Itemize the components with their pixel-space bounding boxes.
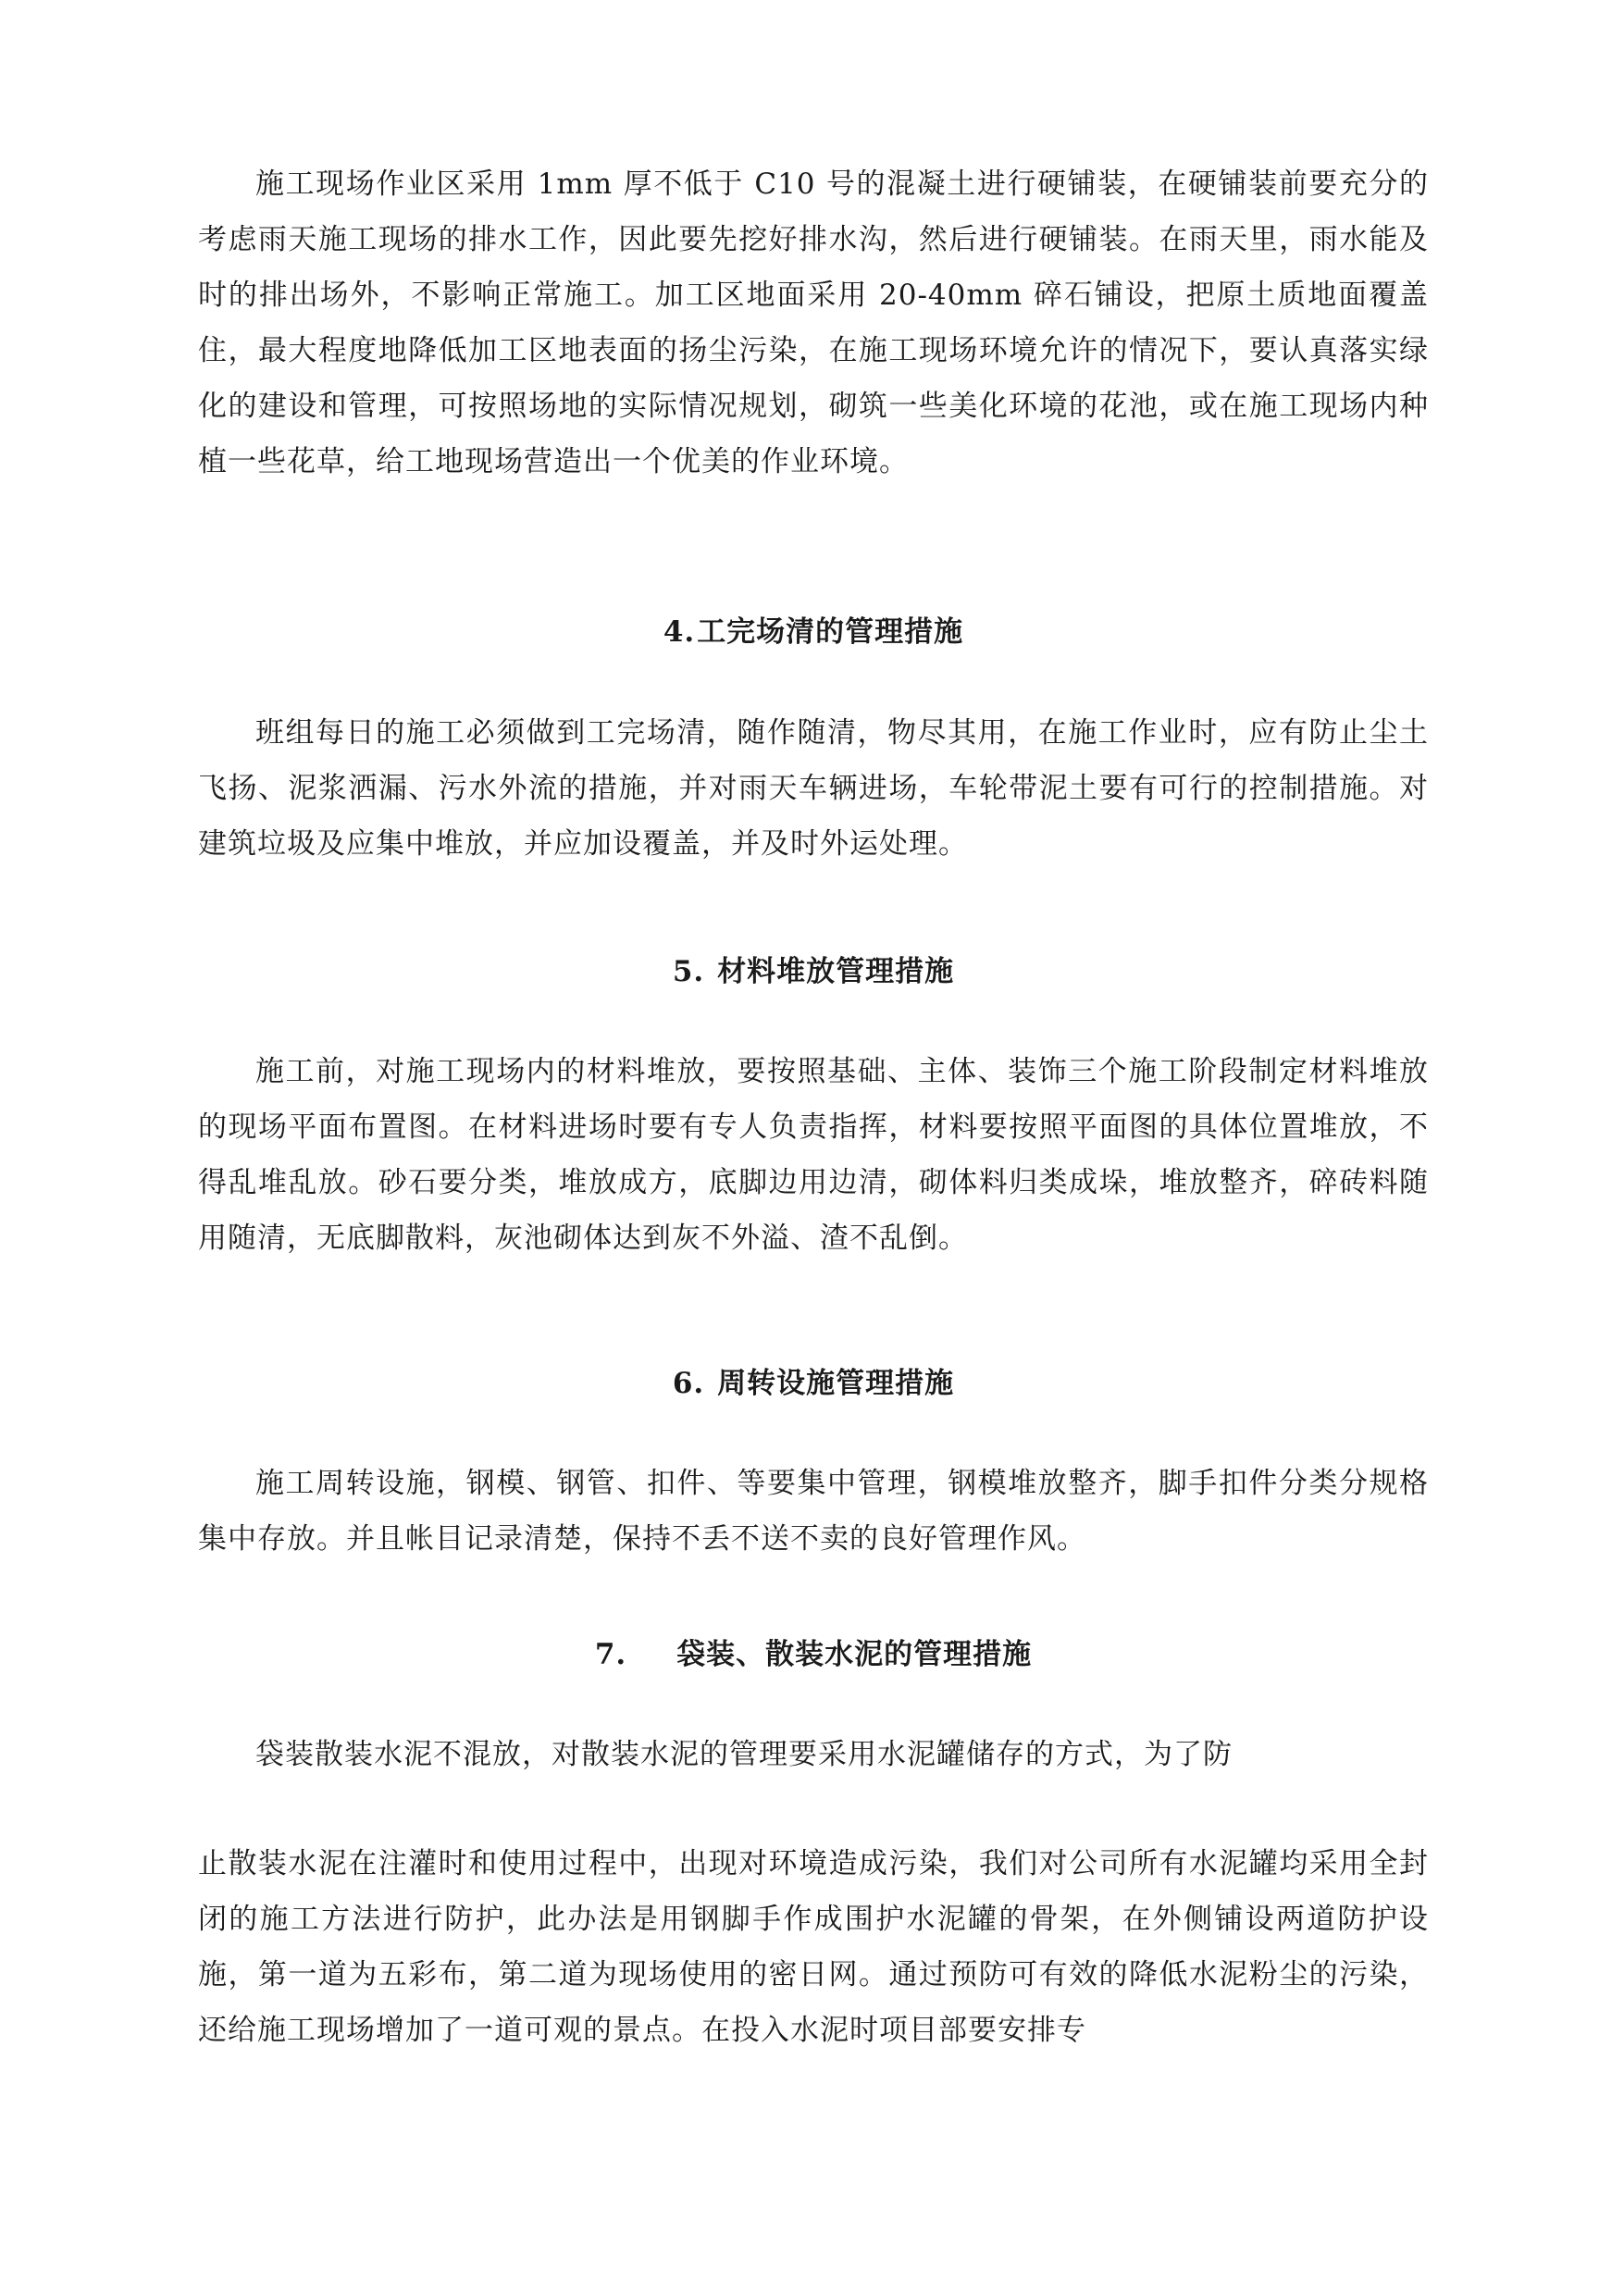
heading-site-cleanup — [198, 614, 1429, 651]
heading-text: 工完场清的管理措施 — [697, 615, 964, 649]
heading-number: 4. — [663, 615, 696, 649]
paragraph-cement-intro: 袋装散装水泥不混放，对散装水泥的管理要采用水泥罐储存的方式，为了防 — [255, 1738, 1233, 1771]
paragraph-cement-continued: 止散装水泥在注灌时和使用过程中，出现对环境造成污染，我们对公司所有水泥罐均采用全封闭的施工方法进行防护，此办法是用钢脚手作成围护水泥罐的骨架，在外侧铺设两道防护设施，第一道为五彩布，第二道为现场使用的密日网。通过预防可有效的降低水泥粉尘的污染，还给施工现场增加了一道可观的景点。在投入水泥时项目部要安排专 — [198, 1847, 1429, 2047]
heading-text: 材料堆放管理措施 — [717, 955, 955, 988]
heading-cement-management — [198, 1636, 1429, 1673]
paragraph-turnover-facilities: 施工周转设施，钢模、钢管、扣件、等要集中管理，钢模堆放整齐，脚手扣件分类分规格集中存放。并且帐目记录清楚，保持不丢不送不卖的良好管理作风。 — [198, 1467, 1429, 1556]
heading-number: 6. — [672, 1367, 705, 1400]
paragraph-material-storage: 施工前，对施工现场内的材料堆放，要按照基础、主体、装饰三个施工阶段制定材料堆放的现场平面布置图。在材料进场时要有专人负责指挥，材料要按照平面图的具体位置堆放，不得乱堆乱放。砂石要分类，堆放成方，底脚边用边清，砌体料归类成垛，堆放整齐，碎砖料随用随清，无底脚散料，灰池砌体达到灰不外溢、渣不乱倒。 — [198, 1055, 1429, 1255]
paragraph-site-paving: 施工现场作业区采用 1mm 厚不低于 C10 号的混凝土进行硬铺装，在硬铺装前要充分的考虑雨天施工现场的排水工作，因此要先挖好排水沟，然后进行硬铺装。在雨天里，雨水能及时的排出场外，不影响正常施工。加工区地面采用 20-40mm 碎石铺设，把原土质地面覆盖住，最大程度地降低加工区地表面的扬尘污染，在施工现场环境允许的情况下，要认真落实绿化的建设和管理，可按照场地的实际情况规划，砌筑一些美化环境的花池，或在施工现场内种植一些花草，给工地现场营造出一个优美的作业环境。 — [198, 167, 1429, 478]
heading-number: 7. — [594, 1638, 627, 1671]
heading-number: 5. — [672, 955, 705, 988]
heading-turnover-facilities — [198, 1365, 1429, 1402]
heading-text: 袋装、散装水泥的管理措施 — [676, 1638, 1033, 1671]
heading-material-storage — [198, 953, 1429, 990]
paragraph-site-cleanup: 班组每日的施工必须做到工完场清，随作随清，物尽其用，在施工作业时，应有防止尘土飞扬、泥浆洒漏、污水外流的措施，并对雨天车辆进场，车轮带泥土要有可行的控制措施。对建筑垃圾及应集中堆放，并应加设覆盖，并及时外运处理。 — [198, 716, 1429, 861]
heading-text: 周转设施管理措施 — [717, 1367, 955, 1400]
